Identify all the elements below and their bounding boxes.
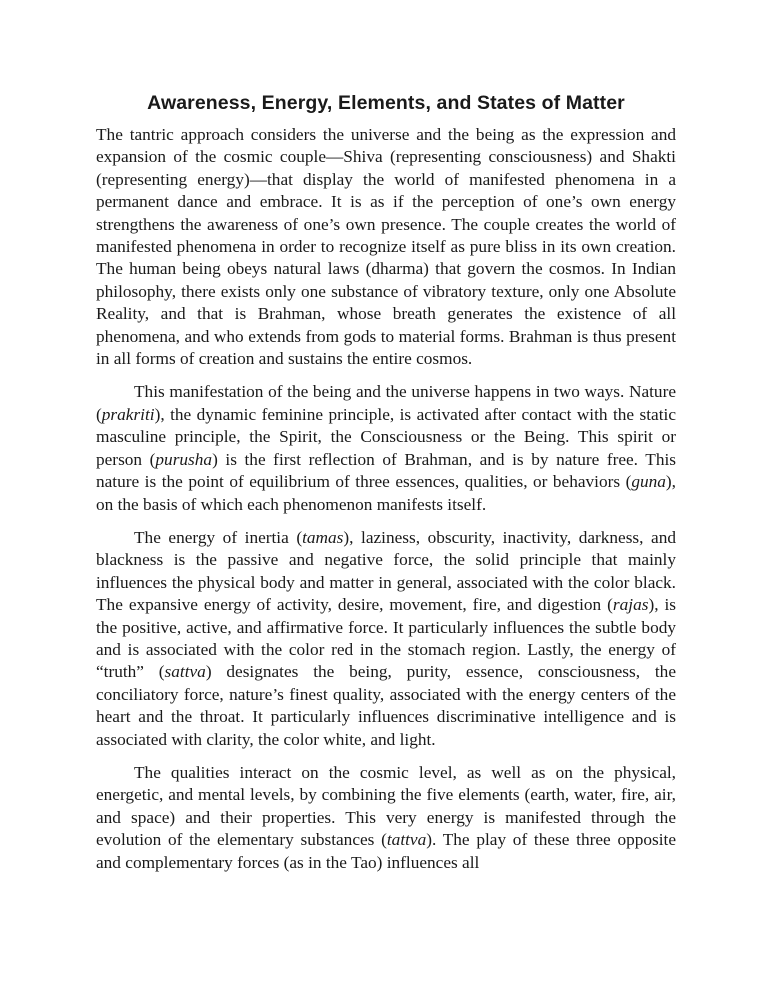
italic-term: guna — [631, 472, 666, 492]
page-title: Awareness, Energy, Elements, and States of Matter — [147, 92, 625, 114]
text-run: The tantric approach considers the universe and the being as the expression and expansion of the cosmic couple—Shiva (representing consciousness) and Shakti (representing energy)—that display the world of manifested phenomena in a permanent dance and embrace. It is as if the perception of one’s own energy strengthens the awareness of one’s own presence. The couple creates the world of manifested phenomena in order to recognize itself as pure bliss in its own creation. The human being obeys natural laws (dharma) that govern the cosmos. In Indian philosophy, there exists only one substance of vibratory texture, only one Absolute Reality, and that is Brahman, whose breath generates the existence of all phenomena, and who extends from gods to material forms. Brahman is thus present in all forms of creation and sustains the entire cosmos. — [96, 125, 676, 369]
text-run: This manifestation of the being and the universe happens in two ways. Nature ( — [96, 382, 676, 424]
paragraph — [96, 527, 676, 751]
paragraph — [96, 762, 676, 874]
italic-term: prakriti — [101, 404, 155, 424]
text-run: ), the dynamic feminine principle, is activated after contact with the static masculine principle, the Spirit, the Consciousness or the Being. This spirit or person ( — [96, 404, 676, 469]
italic-term: sattva — [164, 662, 206, 682]
text-run: ), laziness, obscurity, inactivity, darkness, and blackness is the passive and negative force, the solid principle that mainly influences the physical body and matter in general, associated with the color black. The expansive energy of activity, desire, movement, fire, and digestion ( — [96, 527, 676, 615]
text-run: ) designates the being, purity, essence, consciousness, the conciliatory force, nature’s finest quality, associated with the energy centers of the heart and the throat. It particularly influences discriminative intelligence and is associated with clarity, the color white, and light. — [96, 662, 676, 749]
italic-term: purusha — [155, 449, 213, 469]
paragraph — [96, 124, 676, 370]
text-run: ) is the first reflection of Brahman, and is by nature free. This nature is the point of equilibrium of three essences, qualities, or behaviors ( — [96, 449, 676, 492]
italic-term: tamas — [302, 527, 344, 547]
text-run: The qualities interact on the cosmic level, as well as on the physical, energetic, and mental levels, by combining the five elements (earth, water, fire, air, and space) and their properties. This very energy is manifested through the evolution of the elementary substances ( — [96, 762, 676, 850]
text-run: ), on the basis of which each phenomenon manifests itself. — [96, 472, 676, 514]
body-text — [96, 124, 676, 874]
italic-term: tattva — [386, 830, 427, 850]
text-run: ). The play of these three opposite and complementary forces (as in the Tao) influences all — [96, 830, 677, 872]
italic-term: rajas — [612, 595, 649, 615]
text-run: ), is the positive, active, and affirmative force. It particularly influences the subtle body and is associated with the color red in the stomach region. Lastly, the energy of “truth” ( — [96, 595, 677, 682]
text-run: The energy of inertia ( — [134, 527, 303, 547]
document-page — [96, 88, 676, 885]
paragraph — [96, 381, 676, 515]
